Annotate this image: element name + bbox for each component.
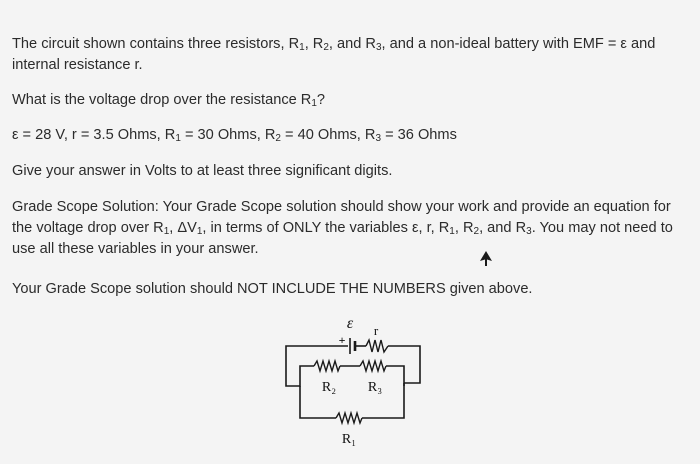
intro-paragraph: The circuit shown contains three resistors, $R_1$, $R_2$, and $R_3$, and a non-ideal battery with EMF = ε and internal resistance r. [12,36,656,73]
battery-symbol [350,338,366,354]
internal-resistance-label: r [373,323,379,338]
prompt-question: What is the voltage drop over the resistance $R_1$? [12,92,326,109]
r3-zigzag [360,361,386,371]
r2-label: R₂ [321,380,337,395]
circuit-wires [286,346,420,418]
r2-zigzag [314,361,340,371]
given-values: ε = 28 V, r = 3.5 Ohms, $R_1 = 30$ Ohms, $R_2 = 40$ Ohms, $R_3 = 36$ Ohms [12,127,457,144]
r1-label: R₁ [341,432,357,447]
emf-label: ε [346,315,354,332]
r1-zigzag [336,413,362,423]
final-note: Your Grade Scope solution should NOT INCLUDE THE NUMBERS given above. [12,281,533,297]
internal-resistor-zigzag [366,340,388,352]
answer-instruction: Give your answer in Volts to at least three significant digits. [12,163,393,179]
circuit-diagram [270,306,430,456]
mouse-cursor-icon [480,251,492,267]
gradescope-instructions: Grade Scope Solution: Your Grade Scope solution should show your work and provide an equation for the voltage drop over $R_1$, $\Delta V_1$, in terms of ONLY the variables ε, r, $R_1$, $R_2$, and $R_3$. You may not need to use all these variables in your answer. [12,199,673,257]
r3-label: R₃ [367,380,383,395]
plus-label: + [338,333,346,347]
